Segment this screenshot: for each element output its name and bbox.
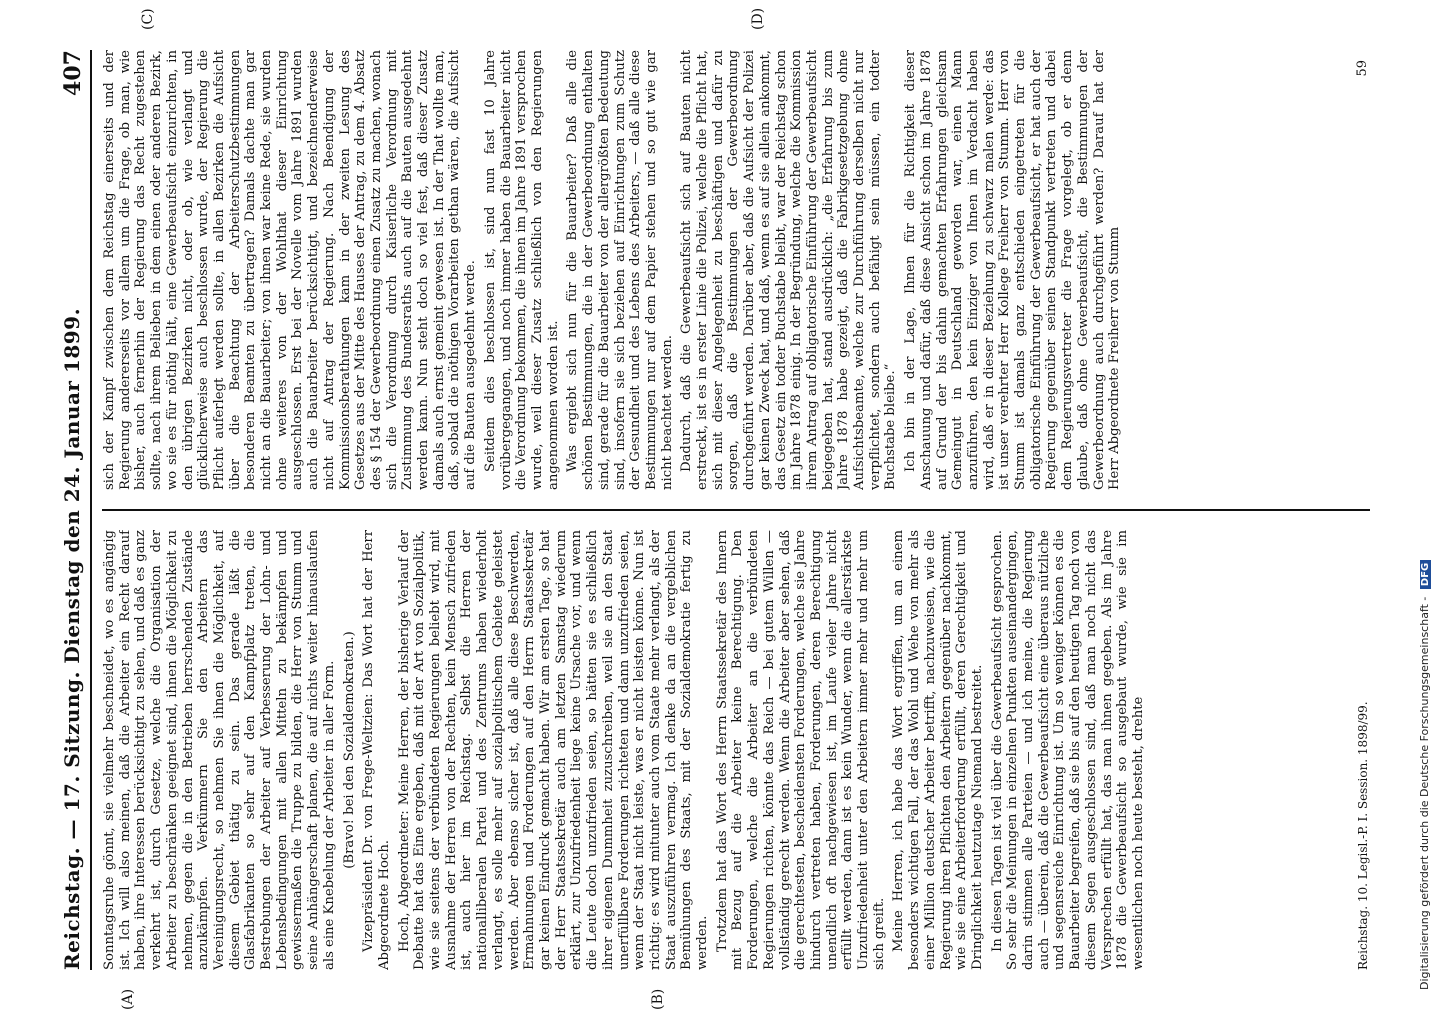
left-column: [102, 530, 1370, 970]
header-rule: [90, 50, 92, 970]
margin-marker-b: (B): [650, 988, 666, 1010]
paragraph: Hoch, Abgeordneter: Meine Herren, der bisherige Verlauf der Debatte hat das Eine ergeben, daß mit der Art von Sozialpolitik, wie sie seitens der verbündeten Regierungen beliebt wird, mit Ausnahme der Herren von der Rechten, kein Mensch zufrieden ist, auch hier im Reichstag. Selbst die Herren der nationalliberalen Partei und des Zentrums haben wiederholt verlangt, es solle mehr auf sozialpolitischem Gebiete geleistet werden. Aber ebenso sicher ist, daß alle diese Beschwerden, Ermahnungen und Forderungen auf den Herrn Staatssekretär gar keinen Eindruck gemacht haben. Wir am ersten Tage, so hat der Herr Staatssekretär auch am letzten Samstag wiederum erklärt, zur Unzufriedenheit liege keine Ursache vor, und wenn die Leute doch unzufrieden seien, so hätten sie es schließlich ihrer eigenen Dummheit zuzuschreiben, weil sie an den Staat unerfüllbare Forderungen richteten und dann unzufrieden seien, wenn der Staat nicht leiste, was er nicht leisten könne. Nun ist richtig: es wird mitunter auch vom Staate mehr verlangt, als der Staat auszuführen vermag. Ich denke da an die vergeblichen Bemühungen des Staats, mit der Sozialdemokratie fertig zu werden.: [396, 530, 711, 970]
paragraph: Ich bin in der Lage, Ihnen für die Richtigkeit dieser Anschauung und dafür, daß diese Ansicht schon im Jahre 1878 auf Grund der bis dahin gemachten Erfahrungen gleichsam Gemeingut in Deutschland geworden war, einen Mann anzuführen, den kein Einziger von Ihnen im Verdacht haben wird, daß er in dieser Beziehung zu schwarz malen werde: das ist unser verehrter Herr Kollege Freiherr von Stumm. Herr von Stumm ist damals ganz entschieden eingetreten für die obligatorische Einführung der Gewerbeaufsicht, er hat auch der Regierung gegenüber seinen Standpunkt vertreten und dabei dem Regierungsvertreter die Frage vorgelegt, ob er denn glaube, daß ohne Gewerbeaufsicht, die Bestimmungen der Gewerbeordnung auch durchgeführt werden? Darauf hat der Herr Abgeordnete Freiherr von Stumm: [903, 50, 1123, 490]
margin-marker-d: (D): [750, 7, 766, 30]
right-column: [102, 50, 1370, 490]
paragraph: Was ergiebt sich nun für die Bauarbeiter? Daß alle die schönen Bestimmungen, die in der Gewerbeordnung enthalten sind, gerade für die Bauarbeiter von der allergrößten Bedeutung sind, insofern sie sich beziehen auf Einrichtungen zum Schutz der Gesundheit und des Lebens des Arbeiters, — daß alle diese Bestimmungen nur auf dem Papier stehen und so gut wie gar nicht beachtet werden.: [565, 50, 675, 490]
credit-text: Digitalisierung gefördert durch die Deutsche Forschungsgemeinschaft -: [1418, 596, 1431, 990]
dfg-logo: DFG: [1420, 560, 1431, 589]
signature-number: 59: [1355, 60, 1370, 77]
margin-marker-a: (A): [120, 988, 136, 1010]
paragraph: Dadurch, daß die Gewerbeaufsicht sich auf Bauten nicht erstreckt, ist es in erster Linie die Polizei, welche die Pflicht hat, sich mit dieser Angelegenheit zu beschäftigen und dafür zu sorgen, daß die Bestimmungen der Gewerbeordnung durchgeführt werden. Darüber aber, daß die Aufsicht der Polizei gar keinen Zweck hat, und daß, wenn es auf sie allein ankommt, das Gesetz ein todter Buchstabe bleibt, war der Reichstag schon im Jahre 1878 einig. In der Begründung, welche die Kommission ihrem Antrag auf obligatorische Einführung der Gewerbeaufsicht beigegeben hat, stand ausdrücklich: „die Erfahrung bis zum Jahre 1878 habe gezeigt, daß die Fabrikgesetzgebung ohne Aufsichtsbeamte, welche zur Durchführung derselben nicht nur verpflichtet, sondern auch befähigt sein müssen, ein todter Buchstabe bleibe.“: [679, 50, 899, 490]
running-head: Reichstag. — 17. Sitzung. Dienstag den 24. Januar 1899.: [60, 307, 84, 970]
footer-session: Reichstag. 10. Legisl.-P. I. Session. 1898/99.: [1356, 701, 1370, 970]
page-number: 407: [60, 50, 86, 96]
paragraph: sich der Kampf zwischen dem Reichstag einerseits und der Regierung andererseits vor allem um die Frage, ob man, wie bisher, auch fernerhin der Regierung das Recht zugestehen sollte, nach ihrem Belieben in dem einen oder anderen Bezirk, wo sie es für nöthig hält, eine Gewerbeaufsicht einzurichten, in den übrigen Bezirken nicht, oder ob, wie verlangt und glücklicherweise auch beschlossen wurde, der Regierung die Pflicht auferlegt werden sollte, in allen Bezirken die Aufsicht über die Beachtung der Arbeiterschutzbestimmungen besonderen Beamten zu übertragen? Damals dachte man gar nicht an die Bauarbeiter; von ihnen war keine Rede, sie wurden ohne weiteres von der Wohlthat dieser Einrichtung ausgeschlossen. Erst bei der Novelle vom Jahre 1891 wurden auch die Bauarbeiter berücksichtigt, und bezeichnenderweise nicht auf Antrag der Regierung. Nach Beendigung der Kommissionsberathungen kam in der zweiten Lesung des Gesetzes aus der Mitte des Hauses der Antrag, zu dem 4. Absatz des § 154 der Gewerbeordnung einen Zusatz zu machen, wonach sich die Verordnung durch Kaiserliche Verordnung mit Zustimmung des Bundesraths auch auf die Bauten ausgedehnt werden kann. Nun steht doch so viel fest, daß dieser Zusatz damals auch ernst gemeint gewesen ist. In der That wollte man, daß, sobald die nöthigen Vorarbeiten gethan wären, die Aufsicht auf die Bauten ausgedehnt werde.: [102, 50, 479, 490]
paragraph: Trotzdem hat das Wort des Herrn Staatssekretär des Innern mit Bezug auf die Arbeiter keine Berechtigung. Den Forderungen, welche die Arbeiter an die verbündeten Regierungen richten, könnte das Reich — bei gutem Willen — vollständig gerecht werden. Wenn die Arbeiter aber sehen, daß die gerechtesten, bescheidensten Forderungen, welche sie Jahre hindurch vertreten haben, Forderungen, deren Berechtigung unendlich oft nachgewiesen ist, im Laufe vieler Jahre nicht erfüllt werden, dann ist es kein Wunder, wenn die allerstärkste Unzufriedenheit unter den Arbeitern immer mehr und mehr um sich greift.: [714, 530, 887, 970]
paragraph: Sonntagsruhe gönnt, sie vielmehr beschneidet, wo es angängig ist. Ich will also meinen, daß die Arbeiter ein Recht darauf haben, ihre Interessen berücksichtigt zu sehen, und daß es ganz verkehrt ist, durch Gesetze, welche die Organisation der Arbeiter zu beschränken geeignet sind, ihnen die Möglichkeit zu nehmen, gegen die in den Betrieben herrschenden Zustände anzukämpfen. Verkümmern Sie den Arbeitern das Vereinigungsrecht, so nehmen Sie ihnen die Möglichkeit, auf diesem Gebiet thätig zu sein. Das gerade läßt die Glasfabrikanten so sehr auf den Kampfplatz treten, die Bestrebungen der Arbeiter auf Verbesserung der Lohn- und Lebensbedingungen mit allen Mitteln zu bekämpfen und gewissermaßen die Truppe zu bilden, die Herr von Stumm und seine Anhängerschaft planen, die auf nichts weiter hinauslaufen als eine Knebelung der Arbeiter in aller Form.: [102, 530, 337, 970]
digitization-credit: [1418, 10, 1434, 990]
paragraph: Seitdem dies beschlossen ist, sind nun fast 10 Jahre vorübergegangen, und noch immer haben die Bauarbeiter nicht die Verordnung bekommen, die ihnen im Jahre 1891 versprochen wurde, weil dieser Zusatz schließlich von den Regierungen angenommen worden ist.: [482, 50, 561, 490]
applause-note: (Bravo! bei den Sozialdemokraten.): [341, 631, 357, 869]
paragraph: Vizepräsident Dr. von Frege-Weltzien: Das Wort hat der Herr Abgeordnete Hoch.: [361, 530, 392, 970]
rotated-page-content: [50, 7, 1380, 1010]
margin-marker-c: (C): [140, 8, 156, 30]
paragraph: In diesen Tagen ist viel über die Gewerbeaufsicht gesprochen. So sehr die Meinungen in einzelnen Punkten auseinandergingen, darin stimmen alle Parteien — und ich meine, die Regierung auch — überein, daß die Gewerbeaufsicht eine überaus nützliche und segensreiche Einrichtung ist. Um so weniger können es die Bauarbeiter begreifen, daß sie bis auf den heutigen Tag noch von diesem Segen ausgeschlossen sind, daß man noch nicht das Versprechen erfüllt hat, das man ihnen gegeben. Als im Jahre 1878 die Gewerbeaufsicht so ausgebaut wurde, wie sie im wesentlichen noch heute besteht, drehte: [989, 530, 1146, 970]
paragraph: Meine Herren, ich habe das Wort ergriffen, um an einem besonders wichtigen Fall, der das Wohl und Wehe von mehr als einer Million deutscher Arbeiter betrifft, nachzuweisen, wie die Regierung ihren Pflichten den Arbeitern gegenüber nachkommt, wie sie eine Arbeiterforderung erfüllt, deren Gerechtigkeit und Dringlichkeit heutzutage Niemand bestreitet.: [891, 530, 985, 970]
column-divider: [102, 509, 1370, 511]
